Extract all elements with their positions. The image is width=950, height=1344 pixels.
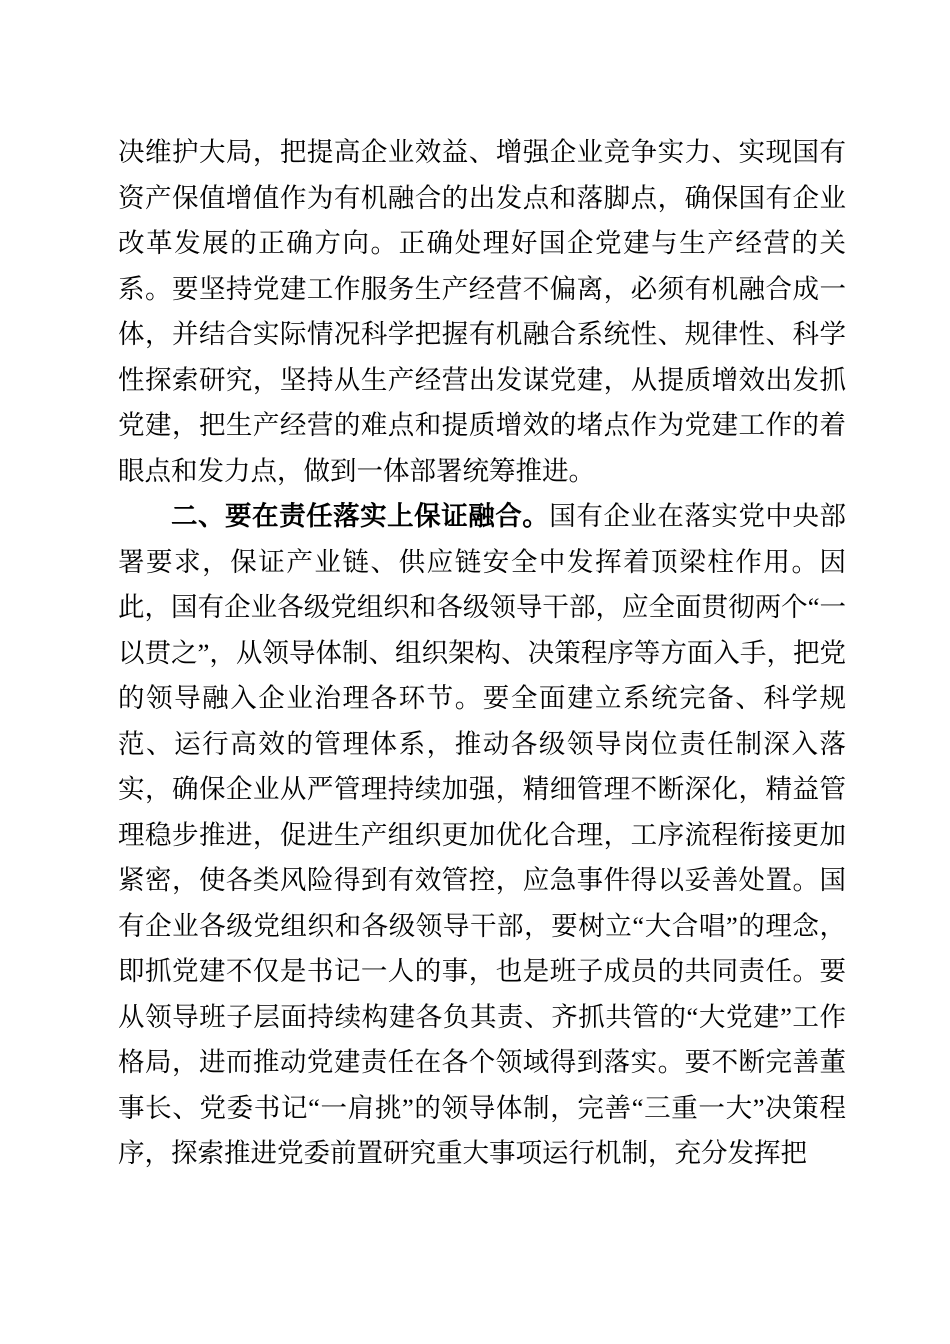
paragraph-section-two	[118, 494, 846, 1177]
body-text: 国有企业在落实党中央部署要求，保证产业链、供应链安全中发挥着顶梁柱作用。因此，国有企业各级党组织和各级领导干部，应全面贯彻两个“一以贯之”，从领导体制、组织架构、决策程序等方面入手，把党的领导融入企业治理各环节。要全面建立系统完备、科学规范、运行高效的管理体系，推动各级领导岗位责任制深入落实，确保企业从严管理持续加强，精细管理不断深化，精益管理稳步推进，促进生产组织更加优化合理，工序流程衔接更加紧密，使各类风险得到有效管控，应急事件得以妥善处置。国有企业各级党组织和各级领导干部，要树立“大合唱”的理念，即抓党建不仅是书记一人的事，也是班子成员的共同责任。要从领导班子层面持续构建各负其责、齐抓共管的“大党建”工作格局，进而推动党建责任在各个领域得到落实。要不断完善董事长、党委书记“一肩挑”的领导体制，完善“三重一大”决策程序，探索推进党委前置研究重大事项运行机制，充分发挥把	[118, 501, 847, 1168]
body-text: 决维护大局，把提高企业效益、增强企业竞争实力、实现国有资产保值增值作为有机融合的出发点和落脚点，确保国有企业改革发展的正确方向。正确处理好国企党建与生产经营的关系。要坚持党建工作服务生产经营不偏离，必须有机融合成一体，并结合实际情况科学把握有机融合系统性、规律性、科学性探索研究，坚持从生产经营出发谋党建，从提质增效出发抓党建，把生产经营的难点和提质增效的堵点作为党建工作的着眼点和发力点，做到一体部署统筹推进。	[118, 137, 846, 486]
paragraph-continued	[118, 130, 846, 494]
text-block	[118, 130, 846, 1177]
bold-lead-in: 二、要在责任落实上保证融合。	[171, 501, 550, 531]
